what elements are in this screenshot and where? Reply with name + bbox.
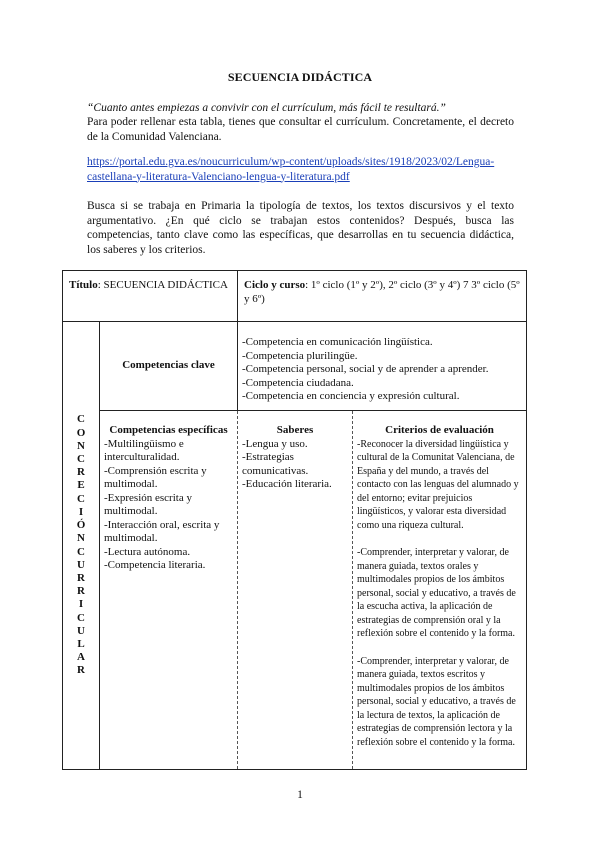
competencias-clave-list (238, 322, 527, 411)
side-letter: U (77, 558, 85, 571)
curriculum-table (62, 270, 527, 770)
curriculum-link[interactable]: https://portal.edu.gva.es/noucurriculum/wp-content/uploads/sites/1918/2023/02/Lengua-castellana-y-literatura-Valenciano-lengua-y-literatura.pdf (87, 156, 495, 183)
saberes-cell (238, 411, 353, 770)
side-letter: A (77, 651, 85, 664)
especificas-list (104, 438, 233, 573)
competencia-especifica-item: -Expresión escrita y multimodal. (104, 491, 192, 517)
ciclo-label: Ciclo y curso (244, 279, 306, 291)
competencia-clave-item: -Competencia en comunicación lingüística. (242, 336, 433, 348)
side-letter: C (77, 492, 85, 505)
side-letter: U (77, 624, 85, 637)
competencia-clave-item: -Competencia personal, social y de aprender a aprender. (242, 363, 489, 375)
concrecion-curricular-label (63, 322, 100, 770)
competencia-especifica-item: -Interacción oral, escrita y multimodal. (104, 518, 220, 544)
side-letter: R (77, 585, 85, 598)
intro-paragraph: Para poder rellenar esta tabla, tienes que consultar el currículum. Concretamente, el decreto de la Comunidad Valenciana. (87, 116, 514, 143)
task-paragraph: Busca si se trabaja en Primaria la tipología de textos, los textos discursivos y el texto argumentativo. ¿En qué ciclo se trabajan estos contenidos? Después, busca las competencias, tanto clave como las específicas, que desarrollas en tu secuencia didáctica, los saberes y los criterios. (87, 200, 514, 256)
criterios-heading: Criterios de evaluación (385, 424, 494, 436)
side-letter: Ó (76, 519, 86, 532)
saberes-heading: Saberes (276, 424, 314, 436)
side-letter: R (77, 664, 85, 677)
side-letter: C (77, 611, 85, 624)
title-cell (63, 271, 238, 322)
ciclo-cell (238, 271, 527, 322)
side-letter: O (76, 426, 86, 439)
criterios-cell (353, 411, 527, 770)
criterio-item: -Comprender, interpretar y valorar, de manera guiada, textos escritos y multimodales propios de los ámbitos personal, social y educativo, a través de la lectura de textos, la aplicación de estrategias de comprensión lectora y la reflexión sobre el contenido y la forma. (357, 655, 516, 748)
quote: “Cuanto antes empiezas a convivir con el currículum, más fácil te resultará.” (87, 102, 446, 114)
side-letter: I (78, 598, 84, 611)
titulo-label: Título (69, 279, 98, 291)
side-letter: C (77, 413, 85, 426)
competencia-especifica-item: -Competencia literaria. (104, 559, 206, 571)
competencia-clave-item: -Competencia plurilingüe. (242, 349, 358, 362)
side-letter: C (77, 545, 85, 558)
saber-item: -Educación literaria. (242, 478, 332, 490)
side-letter: R (77, 466, 85, 479)
criterio-item: -Comprender, interpretar y valorar, de manera guiada, textos orales y multimodales propios de los ámbitos personal, social y educativo, a través de la escucha activa, la aplicación de estrategias de comprensión oral y la reflexión sobre el contenido y la forma. (357, 547, 516, 639)
competencia-especifica-item: -Comprensión escrita y multimodal. (104, 464, 207, 490)
side-letter: N (77, 532, 85, 545)
ciclo-value: : 1º ciclo (1º y 2º), 2º ciclo (3º y 4º) 7 3º ciclo (5º y 6º) (244, 279, 520, 305)
criterios-list (357, 438, 522, 750)
competencias-especificas-cell (100, 411, 238, 770)
side-letter: N (77, 439, 85, 452)
especificas-heading: Competencias específicas (109, 424, 228, 436)
saber-item: -Lengua y uso. (242, 437, 308, 450)
side-letter: I (78, 505, 84, 518)
side-letter: E (77, 479, 85, 492)
page-number: 1 (297, 789, 303, 801)
page-title: SECUENCIA DIDÁCTICA (227, 70, 373, 84)
competencias-clave-label: Competencias clave (100, 322, 238, 411)
criterio-item: -Reconocer la diversidad lingüística y cultural de la Comunitat Valenciana, de España y del mundo, a través del contacto con las lenguas del alumnado y del entorno; evitar prejuicios lingüísticos, y valorar esta diversidad como una riqueza cultural. (357, 438, 519, 531)
saberes-list (242, 438, 348, 492)
competencia-clave-item: -Competencia en conciencia y expresión cultural. (242, 390, 460, 402)
side-letter: L (77, 637, 85, 650)
competencia-clave-item: -Competencia ciudadana. (242, 376, 354, 389)
side-letter: C (77, 453, 85, 466)
saber-item: -Estrategias comunicativas. (242, 451, 309, 477)
side-letter: R (77, 571, 85, 584)
titulo-value: : SECUENCIA DIDÁCTICA (97, 279, 228, 291)
competencia-especifica-item: -Multilingüismo e interculturalidad. (104, 437, 184, 463)
competencia-especifica-item: -Lectura autónoma. (104, 545, 191, 558)
